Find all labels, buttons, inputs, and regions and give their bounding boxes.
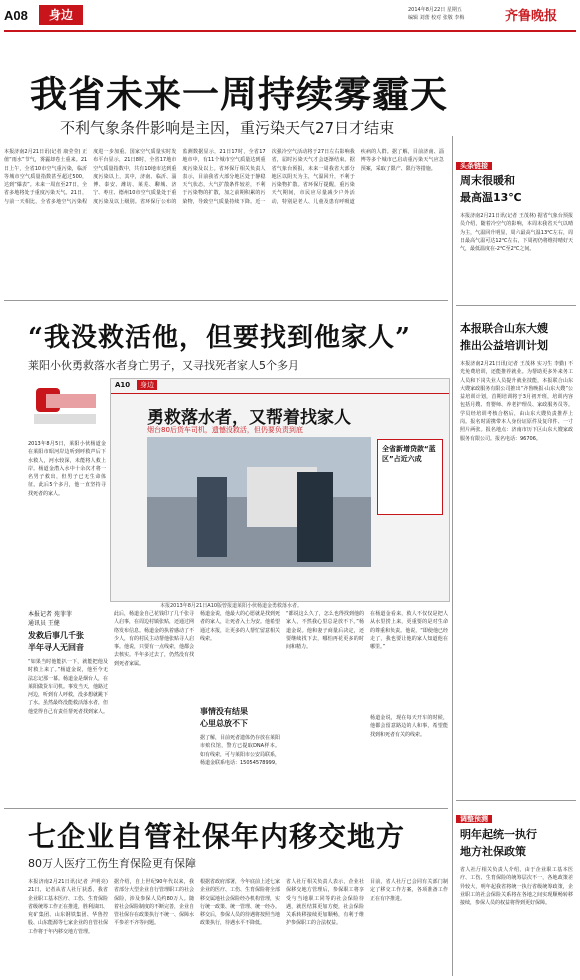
bottom-body-2: 据介绍，自上世纪90年代以来，我省部分大型企业自行管理职工的社会保险，涉及参保人员约80万人。随着社会保险制度的不断完善，企业自管社保存在政策执行不统一、保障水平参差不齐等问题。 <box>114 879 194 927</box>
policy-tag-wrap <box>456 806 492 825</box>
page-number: A08 <box>4 8 28 23</box>
forecast-tag: 头条链接 <box>456 162 492 170</box>
bottom-body-4: 省人社厅相关负责人表示，企业社保移交地方管理后，参保职工将享受与当地职工同等的社会保险待遇，就医结算更加方便，社会保险关系转移接续更加顺畅，有利于维护参保职工的合法权益。 <box>286 879 364 927</box>
rescue-body-f: 在杨道金看来，救人不仅仅是把人从水里捞上来，更重要的是对生命的尊重和负责。他说，“即使他已经走了，我也要让他的家人知道他在哪里。” <box>370 611 448 651</box>
rescue-body-c: 杨道金说，他最大的心愿就是找到死者的家人，让死者入土为安。他希望通过本报，让更多的人帮忙留意相关线索。 <box>200 611 280 642</box>
lead-subheadline: 不利气象条件影响是主因，重污染天气27日才结束 <box>60 119 395 137</box>
header-rule <box>4 30 576 32</box>
section-label: 身边 <box>39 5 83 25</box>
divider <box>4 808 448 809</box>
subhead-line: 发救后事几千张 <box>28 631 84 640</box>
policy-tag: 调整预测 <box>456 815 492 823</box>
forecast-title-line2: 最高温13℃ <box>460 191 522 204</box>
forecast-headline <box>460 172 575 206</box>
rescue-body-e: “都说这么久了，怎么也得找到他的家人，不然我心里总是放不下。”杨道金说。他和妻子商量后决定，还要继续找下去，哪怕再花更多的时间和精力。 <box>286 611 364 651</box>
rescue-body-g: 杨道金说，现在每天开车的时候，他都会留意路边的人和事，希望能找到和死者有关的线索。 <box>370 715 448 738</box>
column-logo <box>30 384 98 428</box>
clip-section-label: 身边 <box>137 380 157 390</box>
issue-date <box>408 6 498 22</box>
clip-headline: 勇救落水者，又帮着找家人 <box>147 408 351 428</box>
lead-headline: 我省未来一周持续雾霾天 <box>30 72 448 116</box>
forecast-tag-wrap <box>456 153 492 172</box>
lead-body: 本报济南2月21日讯(记者 康莹莹) 正值“雨水”节气，雾霾却卷土重来。21日上午，全省10市空气重污染，临沂等城市空气质量指数甚至超过500，达到“爆表”。未来一周直至27日，全省多地将处于重度污染天气。21日，与前一天相比，全省多地空气污染程度进一步加重。国家空气质量实时发布平台显示，21日8时，全省17地市空气质量指数中，共有10地市达到重度污染以上，其中，济南、临沂、淄博、泰安、潍坊、莱芜、聊城、济宁、枣庄、德州10市空气质量处于重度污染及以上级别。省环保厅公布的监测数据显示，21日17时，全省17地市中，有11个城市空气质量达到重度污染及以上。省环保厅相关负责人表示，目前我省大部分地区处于静稳天气状态，大气扩散条件较差，不利于污染物的扩散，加之前期积累的污染物，导致空气质量持续下降。近一次强冷空气活动将于27日左右影响我省，届时污染天气才会逐渐结束。据省气象台预报，未来一周我省大部分地区以阴天为主，气温回升，不利于污染物扩散。省环保厅提醒，重污染天气期间，市民应尽量减少户外活动，特别是老人、儿童及患有呼吸道疾病的人群。据了解，目前济南、淄博等多个城市已启动重污染天气应急预案，采取了限产、限行等措施。 <box>4 149 444 205</box>
policy-headline <box>460 826 575 860</box>
page-header <box>0 0 580 34</box>
logo-strip <box>46 394 96 408</box>
bottom-body-1: 本报济南2月21日讯(记者 尹明亮) 21日，记者从省人社厅获悉，我省企业职工基本医疗、工伤、生育保险省级统筹工作正在推进，胜利油田、兖矿集团、山东钢铁集团、华鲁控股、山东能源等七家企业的自管社保工作将于年内移交地方管理。 <box>28 879 108 935</box>
forecast-title-line1: 周末很暖和 <box>460 174 515 187</box>
clip-badge-box <box>377 439 443 515</box>
policy-title-line2: 地方社保政策 <box>460 845 526 858</box>
newspaper-logo: 齐鲁晚报 <box>505 9 558 24</box>
rescue-subheadline: 莱阳小伙勇救落水者身亡男子，又寻找死者家人5个多月 <box>28 359 299 372</box>
clip-subheadline: 烟台80后货车司机，遗憾没救活，但仍要负责到底 <box>147 426 303 434</box>
forecast-body: 本报济南2月21日讯(记者 王茂林) 据省气象台预报员介绍，随着冷空气的影响，本周末我省天气以晴为主，气温回升明显，周六最高气温13℃左右，周日最高气温可达12℃左右，下周初仍将维持晴好天气，最低温度在-2℃至2℃之间。 <box>460 213 573 253</box>
subhead-line: 半年寻人无回音 <box>28 643 84 652</box>
training-headline <box>460 320 575 354</box>
clip-header <box>111 379 449 394</box>
bottom-body-3: 根据省政府部署，今年底前上述七家企业的医疗、工伤、生育保险将全部移交属地社会保险经办机构管理，实行统一政策、统一管理、统一经办。移交后，参保人员的待遇将按照当地政策执行，待遇水平不降低。 <box>200 879 280 927</box>
rescue-subhead-b <box>200 706 280 730</box>
byline-reporter: 本报记者 苑菲菲 <box>28 611 72 618</box>
rescue-body-a: “如果当时他能扒一下，就能把他及时救上来了。”杨道金说，他至今无法忘记那一幕。杨道金是烟台人，在莱阳做货车司机。事发当天，他路过河边，听到有人呼救，没多想就跳下了水。虽然最终没能救活落水者，但他觉得自己有责任帮死者找到家人。 <box>28 659 108 715</box>
policy-title-line1: 明年起统一执行 <box>460 828 537 841</box>
training-title-line1: 本报联合山东大嫂 <box>460 322 548 335</box>
newspaper-clipping <box>110 378 450 602</box>
rescue-body-d: 据了解，目前死者遗体仍存放在莱阳市殡仪馆，警方已提取DNA样本。如有线索，可与莱阳市公安局联系，杨道金联系电话：15054578999。 <box>200 735 280 766</box>
bottom-body-5: 目前，省人社厅已会同有关部门制定了移交工作方案，各项准备工作正在有序推进。 <box>370 879 448 902</box>
clip-badge: 全省新增贷款“蓝区”占近六成 <box>382 445 436 463</box>
editor-credits: 编辑 刘蕾 校对 张敬 李梅 <box>408 15 465 21</box>
divider <box>4 300 448 301</box>
column-rule <box>452 136 453 976</box>
rescue-headline: “我没救活他，但要找到他家人” <box>28 323 411 353</box>
subhead-line: 事情没有结果 <box>200 707 248 716</box>
photo-caption: 本报2013年8月21日A10版曾报道莱阳小伙杨道金勇救落水者。 <box>160 603 303 609</box>
clip-photo <box>147 437 371 567</box>
bottom-subheadline: 80万人医疗工伤生育保险更有保障 <box>28 857 196 870</box>
rescue-byline <box>28 610 108 628</box>
date-text: 2014年8月22日 星期五 <box>408 7 462 13</box>
logo-caption-strip <box>34 414 96 424</box>
photo-figure <box>197 477 227 557</box>
divider <box>456 305 576 306</box>
subhead-line: 心里总放不下 <box>200 719 248 728</box>
clip-page-no: A10 <box>115 381 131 389</box>
photo-figure <box>297 472 333 562</box>
rescue-subhead-a <box>28 630 108 654</box>
bottom-headline: 七企业自管社保年内移交地方 <box>28 820 406 853</box>
policy-body: 省人社厅相关负责人介绍，由于企业职工基本医疗、工伤、生育保险的统筹层次不一，各地政策差异较大，明年起我省将统一执行省级统筹政策，企业职工的社会保险关系将在各地之间实现顺畅转移接续，参保人员的权益将得到更好保障。 <box>460 867 573 907</box>
divider <box>456 800 576 801</box>
rescue-body-b: 此后，杨道金自己花钱印了几千张寻人启事，在周边村镇张贴，还通过网络发布信息。杨道金的执着感动了不少人，有的村民主动帮他张贴寻人启事。他说，只要有一点线索，他都会去核实。半年多过去了，仍然没有找到死者家属。 <box>114 611 194 667</box>
rescue-lead-paragraph: 2013年8月5日，莱阳小伙杨道金在莱阳市昭河岸边听到呼救声后下水救人，河水较深，未能将人救上岸。杨道金潜入水中十余次才将一名男子救出，但男子已无生命体征。此后5个多月，他一直坚持寻找死者的家人。 <box>28 441 106 497</box>
training-body: 本报济南2月21日讯(记者 王茂林 实习生 李勤) 不光免费培训，还能推荐就业。为帮助更多外来务工人员和下岗失业人员提升就业技能，本报联合山东大嫂家政服务有限公司推出“齐鲁晚报·山东大嫂”公益培训计划，首期培训将于3月初开班，培训内容包括月嫂、育婴师、养老护理员、家政服务员等。学员经培训考核合格后，由山东大嫂负责推荐上岗。报名时需携带本人身份证原件及复印件、一寸照片两张。报名地点：济南市历下区山东大嫂家政服务有限公司。报名电话：96706。 <box>460 361 573 442</box>
training-title-line2: 推出公益培训计划 <box>460 339 548 352</box>
byline-correspondent: 通讯员 王健 <box>28 620 60 627</box>
